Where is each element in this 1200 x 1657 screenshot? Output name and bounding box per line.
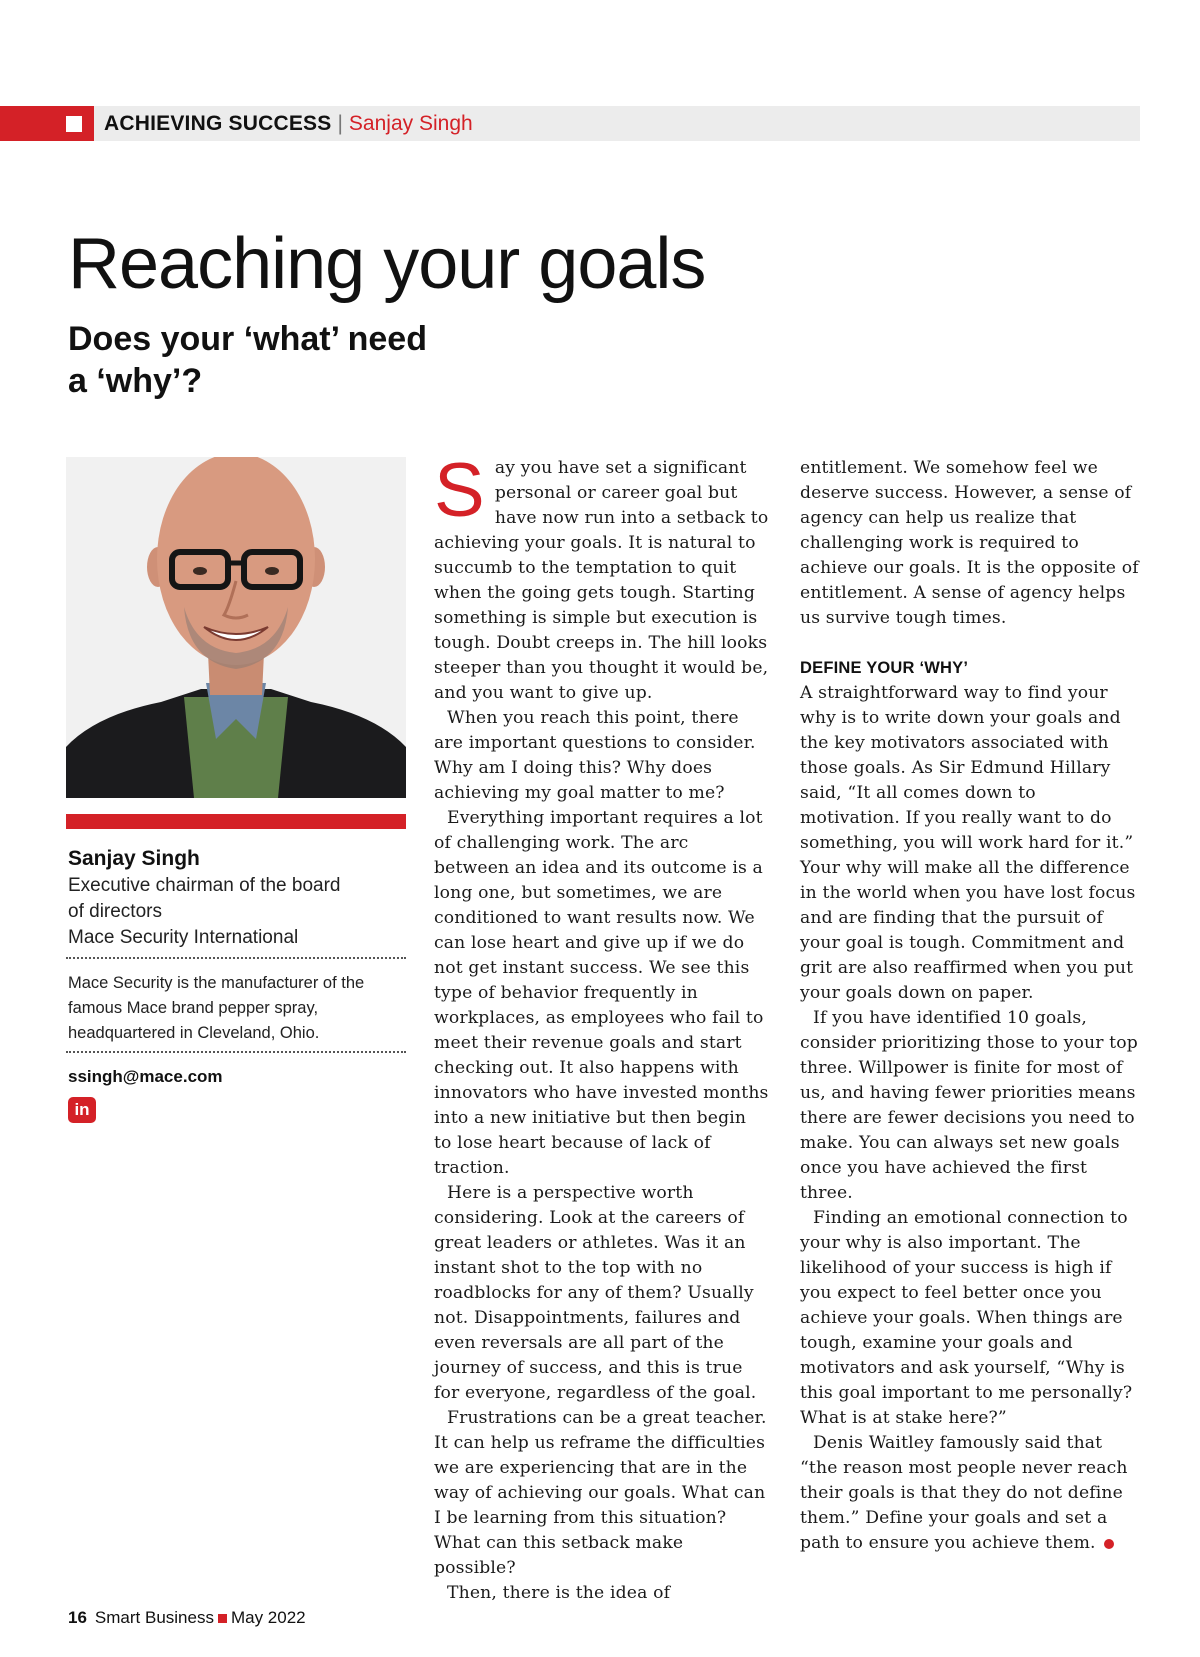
page-number: 16 [68,1608,87,1627]
issue-date: May 2022 [230,1608,306,1627]
footer-square-icon [218,1614,227,1623]
author-role [68,873,408,951]
article-subtitle: Does your ‘what’ need a ‘why’? [68,320,427,400]
author-email-link[interactable]: ssingh@mace.com [68,1067,223,1086]
body-paragraph [800,1431,1140,1556]
author-role-line: of directors [68,901,162,922]
body-paragraph-text: ay you have set a significant personal or career goal but have now run into a setback to achieving your goals. It is natural to succumb to the temptation to quit when the going gets tough. Starting something is simple but execution is tough. Doubt creeps in. The hill looks steeper than you thought it would be, and you want to give up. [434,458,769,703]
end-mark-icon [1104,1539,1114,1549]
body-paragraph [434,448,769,706]
body-paragraph: entitlement. We somehow feel we deserve success. However, a sense of agency can help us realize that challenging work is required to achieve our goals. It is the opposite of entitlement. A sense of agency helps us survive tough times. [800,458,1139,628]
author-red-bar [66,814,406,829]
article-column-1 [434,448,769,1606]
section-subhead: DEFINE YOUR ‘WHY’ [800,659,969,677]
dropcap: S [434,448,485,533]
publication-name: Smart Business [94,1608,214,1627]
body-paragraph: Then, there is the idea of [447,1583,671,1603]
body-paragraph: Here is a perspective worth considering. Look at the careers of great leaders or athletes. Was it an instant shot to the top with no roadblocks for any of them? Usually not. Disappointments, failures and even reversals are all part of the journey of success, and this is true for everyone, regardless of the goal. [434,1183,757,1403]
author-name: Sanjay Singh [68,847,200,870]
body-paragraph-text: Denis Waitley famously said that “the reason most people never reach their goals is that they do not define them.” Define your goals and set a path to ensure you achieve them. [800,1433,1128,1553]
company-description: Mace Security is the manufacturer of the famous Mace brand pepper spray, headquartered in Cleveland, Ohio. [68,974,365,1042]
page-footer [68,1607,306,1629]
linkedin-icon[interactable] [68,1097,96,1123]
body-paragraph: Everything important requires a lot of challenging work. The arc between an idea and its outcome is a long one, but sometimes, we are conditioned to want results now. We can lose heart and give up if we do not get instant success. We see this type of behavior frequently in workplaces, as employees who fail to meet their revenue goals and start checking out. It also happens with innovators who have invested months into a new initiative but then begin to lose heart because of lack of traction. [434,808,769,1178]
header-separator: | [337,112,343,135]
section-label: ACHIEVING SUCCESS [104,112,332,135]
dotted-divider [66,1051,406,1053]
author-company: Mace Security International [68,927,299,948]
body-paragraph: When you reach this point, there are important questions to consider. Why am I doing this? Why does achieving my goal matter to me? [434,708,756,803]
dotted-divider [66,957,406,959]
author-portrait-image [66,457,406,798]
article-title: Reaching your goals [68,224,706,304]
author-photo [66,457,406,798]
header-author: Sanjay Singh [348,112,473,135]
body-paragraph: Finding an emotional connection to your why is also important. The likelihood of your success is high if you expect to feel better once you achieve your goals. When things are tough, examine your goals and motivators and ask yourself, “Why is this goal important to me personally? What is at stake here?” [800,1208,1133,1428]
linkedin-icon-label: in [74,1100,90,1119]
article-column-2 [800,456,1140,1556]
body-paragraph: If you have identified 10 goals, consider prioritizing those to your top three. Willpower is finite for most of us, and having fewer priorities means there are fewer decisions you need to make. You can always set new goals once you have achieved the first three. [800,1008,1138,1203]
header-square-icon [66,116,82,132]
body-paragraph: A straightforward way to find your why is to write down your goals and the key motivators associated with those goals. As Sir Edmund Hillary said, “It all comes down to motivation. If you really want to do something, you will work hard for it.” Your why will make all the difference in the world when you have lost focus and are finding that the pursuit of your goal is tough. Commitment and grit are also reaffirmed when you put your goals down on paper. [800,683,1136,1003]
section-header [104,111,473,137]
body-paragraph: Frustrations can be a great teacher. It can help us reframe the difficulties we are experiencing that are in the way of achieving our goals. What can I be learning from this situation? What can this setback make possible? [434,1408,767,1578]
author-role-line: Executive chairman of the board [68,875,341,896]
